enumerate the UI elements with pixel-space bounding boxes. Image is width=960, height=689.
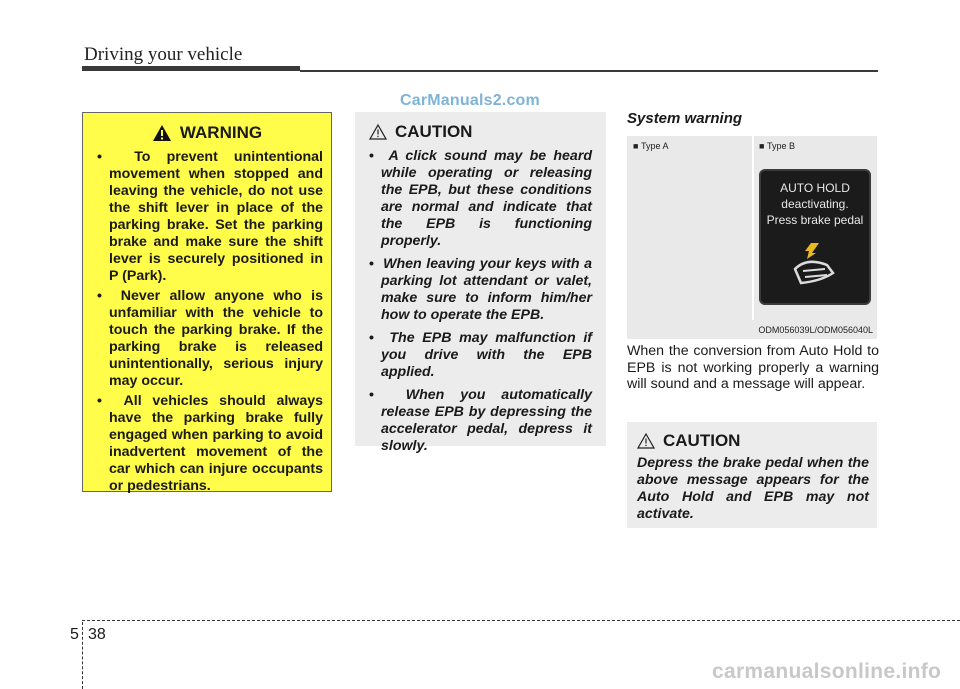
page-number: 38: [88, 626, 106, 643]
footer-watermark: carmanualsonline.info: [712, 660, 942, 683]
page-header-title: Driving your vehicle: [84, 44, 243, 65]
footer-divider: [82, 622, 83, 689]
header-rule: [300, 70, 878, 72]
warning-list: [83, 149, 331, 495]
display-line: AUTO HOLD: [780, 181, 850, 195]
warning-item: • To prevent unintentional movement when stopped and leaving the vehicle, do not use the shift lever in place of the parking brake. Set the parking brake and make sure the shift lever is securely positioned in P (Park).: [91, 149, 323, 285]
display-line: deactivating.: [781, 197, 849, 211]
warning-item: • All vehicles should always have the parking brake fully engaged when parking to avoid inadvertent movement of the car which can injure occupants or pedestrians.: [91, 393, 323, 495]
caution-box: [355, 112, 606, 454]
caution-item: • The EPB may malfunction if you drive with the EPB applied.: [363, 330, 598, 381]
panel-divider: [752, 136, 754, 320]
body-paragraph: When the conversion from Auto Hold to EPB is not working properly a warning will sound and a message will appear.: [627, 343, 879, 392]
caution2-text: Depress the brake pedal when the above message appears for the Auto Hold and EPB may not activate.: [637, 455, 869, 522]
type-a-label: ■ Type A: [633, 141, 668, 151]
header-bar: [82, 66, 300, 71]
section-title: System warning: [627, 110, 743, 127]
figure-panel: [627, 136, 877, 339]
figure-code: ODM056039L/ODM056040L: [758, 325, 873, 335]
caution-item: • When you automatically release EPB by depressing the accelerator pedal, depress it slowly.: [363, 387, 598, 455]
cluster-display: [759, 169, 871, 305]
brake-pedal-icon: [781, 239, 851, 289]
caution-list: [355, 148, 606, 455]
warning-item: • Never allow anyone who is unfamiliar with the vehicle to touch the parking brake. If the parking brake is released unintentionally, serious injury may occur.: [91, 288, 323, 390]
chapter-number: 5: [70, 626, 79, 643]
caution-item: • When leaving your keys with a parking lot attendant or valet, make sure to inform him/her how to operate the EPB.: [363, 256, 598, 324]
caution-box-2: [627, 422, 877, 528]
top-watermark: CarManuals2.com: [400, 92, 540, 109]
caution2-heading-row: [637, 431, 877, 451]
caution-triangle-icon: [637, 433, 655, 449]
caution-heading: CAUTION: [395, 122, 473, 141]
caution-heading-row: [369, 122, 606, 142]
caution-item: • A click sound may be heard while operating or releasing the EPB, but these conditions are normal and indicate that the EPB is functioning properly.: [363, 148, 598, 250]
footer-rule: [82, 620, 960, 621]
warning-triangle-icon: [152, 124, 172, 142]
caution-triangle-icon: [369, 124, 387, 140]
caution2-heading: CAUTION: [663, 431, 741, 450]
warning-box: [82, 112, 332, 492]
display-line: Press brake pedal: [766, 213, 864, 227]
warning-heading-row: [83, 123, 331, 143]
warning-heading: WARNING: [179, 123, 263, 142]
type-b-label: ■ Type B: [759, 141, 795, 151]
